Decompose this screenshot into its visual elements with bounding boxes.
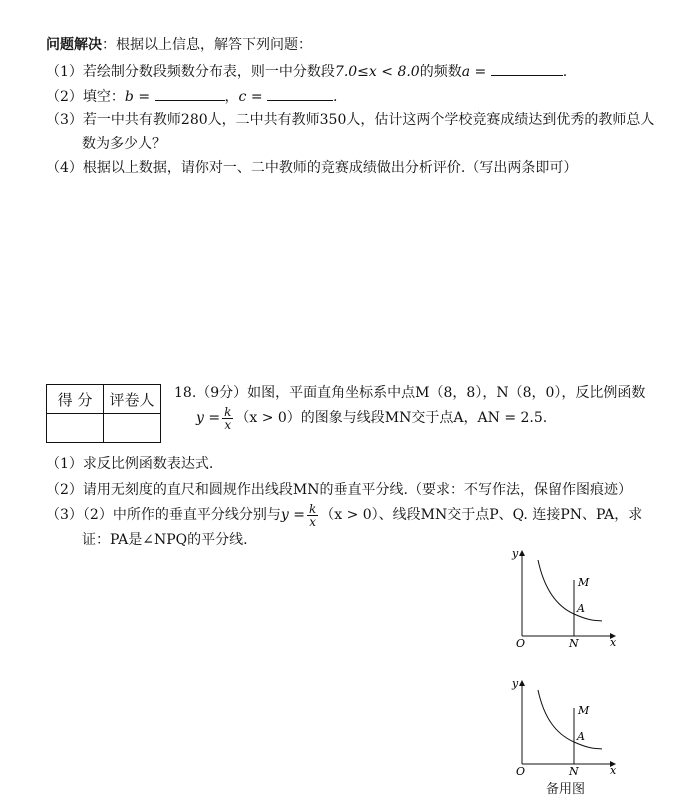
answer-blank-c[interactable]	[267, 86, 333, 101]
problem-18-q3-line2: 证：PA是∠NPQ的平分线.	[82, 532, 248, 548]
question-3-line2: 数为多少人？	[82, 136, 166, 152]
problem-18-condition: （x > 0）的图象与线段MN交于点A，AN = 2.5.	[235, 410, 548, 426]
answer-blank-b[interactable]	[155, 86, 225, 101]
y-axis-label: y	[512, 548, 519, 560]
question-text: 根据以上数据，请你对一、二中教师的竞赛成绩做出分析评价.（写出两条即可）	[82, 160, 578, 176]
origin-label: O	[516, 765, 526, 778]
problem-18-q3	[46, 501, 642, 529]
question-number: （1）	[46, 456, 83, 472]
fraction-denominator: x	[224, 417, 232, 432]
question-text: 填空：	[82, 89, 125, 105]
question-text: 若绘制分数段频数分布表，则一中分数段	[82, 64, 335, 80]
score-header: 得 分	[47, 385, 104, 414]
separator: ，	[224, 89, 239, 105]
fraction-k-over-x	[307, 503, 318, 528]
backup-graph-caption: 备用图	[546, 782, 586, 797]
point-a-label: A	[577, 602, 585, 615]
point-m-label: M	[578, 704, 590, 717]
origin-label: O	[516, 637, 526, 648]
question-text: 若一中共有教师280人，二中共有教师350人，估计这两个学校竞赛成绩达到优秀的教师总人	[82, 112, 655, 128]
function-y: y =	[196, 410, 221, 426]
answer-blank-a[interactable]	[491, 61, 563, 76]
problem-intro-colon: ：	[102, 37, 116, 53]
function-y: y =	[280, 507, 305, 523]
question-number: （3）	[46, 507, 83, 523]
question-3	[46, 110, 654, 130]
point-n-label: N	[569, 637, 579, 648]
x-axis-label: x	[610, 764, 617, 777]
hyperbola-curve	[538, 560, 602, 621]
score-cell[interactable]	[47, 414, 104, 443]
problem-18-line2	[196, 404, 547, 432]
y-axis-label: y	[512, 678, 519, 690]
question-1	[46, 61, 567, 82]
equals-sign: =	[246, 89, 268, 105]
problem-18-q2	[46, 480, 632, 500]
score-range: 7.0≤x < 8.0	[334, 64, 420, 80]
question-number: （2）	[46, 89, 83, 105]
equals-sign: =	[470, 64, 491, 80]
variable-b: b	[124, 89, 134, 105]
fraction-k-over-x	[222, 406, 233, 431]
question-text: 的频数	[419, 64, 462, 80]
problem-intro	[46, 35, 312, 55]
question-number: （4）	[46, 160, 83, 176]
point-n-label: N	[569, 765, 579, 778]
point-a-label: A	[577, 730, 585, 743]
question-number: （1）	[46, 64, 83, 80]
question-text: （x > 0）、线段MN交于点P、Q. 连接PN、PA，求	[320, 507, 643, 523]
y-axis-arrow	[519, 550, 525, 556]
problem-18-line1: 18.（9分）如图，平面直角坐标系中点M（8，8），N（8，0），反比例函数	[174, 385, 646, 401]
coordinate-graph-2	[508, 678, 618, 778]
fraction-numerator: k	[308, 501, 317, 516]
question-4	[46, 158, 577, 178]
period: .	[333, 89, 338, 105]
score-table	[46, 384, 161, 443]
question-number: （2）	[46, 482, 83, 498]
problem-intro-text: 根据以上信息，解答下列问题：	[116, 37, 312, 53]
problem-intro-heading: 问题解决	[46, 37, 102, 53]
question-text: （2）中所作的垂直平分线分别与	[82, 507, 281, 523]
problem-18-q1	[46, 454, 213, 474]
x-axis-label: x	[610, 636, 617, 648]
hyperbola-curve	[538, 690, 602, 749]
question-2	[46, 86, 337, 107]
question-text: 求反比例函数表达式.	[82, 456, 214, 472]
coordinate-graph-1	[508, 548, 618, 648]
question-number: （3）	[46, 112, 83, 128]
y-axis-arrow	[519, 680, 525, 686]
period: .	[562, 64, 568, 80]
fraction-numerator: k	[224, 404, 232, 419]
grader-cell[interactable]	[104, 414, 161, 443]
question-text: 请用无刻度的直尺和圆规作出线段MN的垂直平分线.（要求：不写作法，保留作图痕迹）	[82, 482, 632, 498]
variable-c: c	[238, 89, 247, 105]
grader-header: 评卷人	[104, 385, 161, 414]
point-m-label: M	[578, 576, 590, 589]
variable-a: a	[461, 64, 471, 80]
fraction-denominator: x	[309, 514, 316, 529]
equals-sign: =	[133, 89, 155, 105]
